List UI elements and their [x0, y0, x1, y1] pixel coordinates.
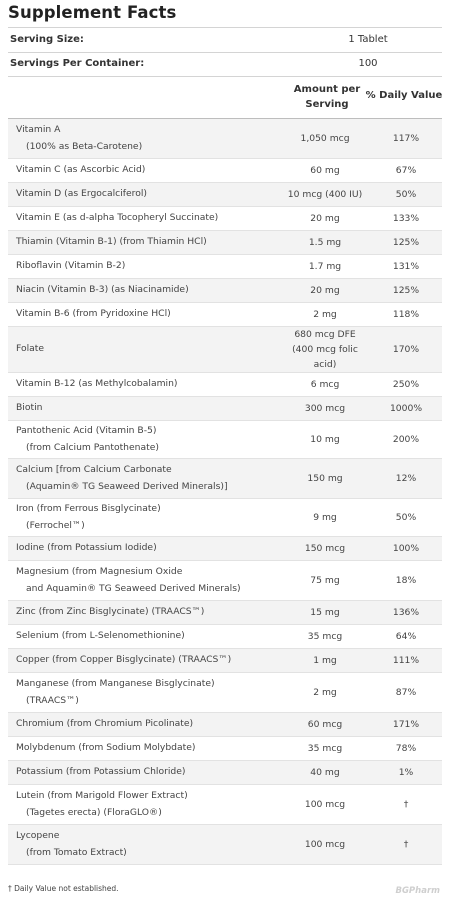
nutrient-name-line1: Vitamin B-6 (from Pyridoxine HCl)	[16, 308, 171, 320]
nutrient-name	[16, 186, 278, 203]
amount-header-line2: Serving	[305, 99, 349, 110]
daily-value: 1%	[398, 767, 414, 778]
amount-per-serving	[278, 471, 372, 486]
nutrient-name	[16, 258, 278, 275]
amount-line: 100 mcg	[304, 839, 346, 850]
daily-value: 1000%	[389, 403, 423, 414]
daily-value: 64%	[395, 631, 417, 642]
serving-size-label: Serving Size:	[10, 34, 84, 45]
daily-value: 87%	[395, 687, 417, 698]
nutrient-name-line2: and Aquamin® TG Seaweed Derived Minerals)	[26, 582, 241, 594]
amount-per-serving	[278, 283, 372, 298]
table-row	[8, 303, 442, 327]
nutrient-name-line2: (from Calcium Pantothenate)	[26, 441, 159, 453]
nutrient-name-line2: (from Tomato Extract)	[26, 846, 127, 858]
table-row	[8, 183, 442, 207]
nutrient-name	[16, 676, 278, 709]
daily-value: 78%	[395, 743, 417, 754]
amount-line: 9 mg	[313, 512, 337, 523]
table-row	[8, 397, 442, 421]
amount-per-serving	[278, 327, 372, 372]
title-divider	[8, 27, 442, 28]
nutrient-name-line2: (100% as Beta-Carotene)	[26, 140, 143, 152]
daily-value: 131%	[392, 261, 420, 272]
daily-value: 133%	[392, 213, 420, 224]
amount-per-serving	[278, 259, 372, 274]
nutrient-name-line1: Vitamin C (as Ascorbic Acid)	[16, 164, 146, 176]
table-row	[8, 159, 442, 183]
amount-column-header	[278, 82, 376, 112]
servings-value: 100	[358, 58, 378, 69]
amount-per-serving	[278, 401, 372, 416]
nutrient-name-line1: Vitamin E (as d-alpha Tocopheryl Succinate)	[16, 212, 219, 224]
amount-line: 60 mcg	[307, 719, 343, 730]
amount-line: 100 mcg	[304, 799, 346, 810]
amount-per-serving	[278, 307, 372, 322]
table-row	[8, 207, 442, 231]
amount-line: 150 mg	[307, 473, 343, 484]
nutrient-name-line1: Selenium (from L-Selenomethionine)	[16, 630, 185, 642]
amount-per-serving	[278, 163, 372, 178]
daily-value: 171%	[392, 719, 420, 730]
table-row	[8, 373, 442, 397]
nutrient-name-line2: (TRAACS™)	[26, 694, 79, 706]
table-row	[8, 601, 442, 625]
daily-value: 136%	[392, 607, 420, 618]
nutrient-name-line1: Potassium (from Potassium Chloride)	[16, 766, 186, 778]
servings-row	[8, 53, 442, 75]
daily-value: 50%	[395, 512, 417, 523]
nutrient-name-line1: Magnesium (from Magnesium Oxide	[16, 566, 183, 577]
nutrient-name-line1: Manganese (from Manganese Bisglycinate)	[16, 678, 215, 689]
daily-value: †	[403, 839, 409, 850]
amount-line: 1.7 mg	[308, 261, 342, 272]
table-row	[8, 537, 442, 561]
daily-value: 18%	[395, 575, 417, 586]
amount-per-serving	[278, 605, 372, 620]
amount-line: 1 mg	[313, 655, 337, 666]
daily-value: 250%	[392, 379, 420, 390]
amount-per-serving	[278, 629, 372, 644]
amount-per-serving	[278, 741, 372, 756]
daily-value: 111%	[392, 655, 420, 666]
serving-size-value: 1 Tablet	[348, 34, 388, 45]
table-row	[8, 825, 442, 865]
daily-value: 67%	[395, 165, 417, 176]
amount-header-line1: Amount per	[293, 84, 361, 95]
amount-line: 15 mg	[310, 607, 340, 618]
daily-value: 117%	[392, 133, 420, 144]
nutrient-name	[16, 652, 278, 669]
panel-title: Supplement Facts	[8, 3, 177, 22]
table-row	[8, 673, 442, 713]
amount-line: 10 mcg (400 IU)	[287, 189, 363, 200]
nutrient-name	[16, 423, 278, 456]
amount-per-serving	[278, 541, 372, 556]
amount-line: 6 mcg	[310, 379, 340, 390]
daily-value: †	[403, 799, 409, 810]
daily-value: 12%	[395, 473, 417, 484]
amount-per-serving	[278, 432, 372, 447]
amount-per-serving	[278, 797, 372, 812]
amount-line: 10 mg	[310, 434, 340, 445]
table-row	[8, 459, 442, 499]
nutrient-name	[16, 564, 278, 597]
nutrient-name	[16, 122, 278, 155]
nutrient-name-line1: Molybdenum (from Sodium Molybdate)	[16, 742, 196, 754]
amount-per-serving	[278, 187, 372, 202]
nutrient-name	[16, 462, 278, 495]
amount-line: 1.5 mg	[308, 237, 342, 248]
footnote: † Daily Value not established.	[8, 884, 119, 893]
daily-value: 118%	[392, 309, 420, 320]
nutrient-name-line1: Lutein (from Marigold Flower Extract)	[16, 790, 188, 801]
nutrient-name-line1: Folate	[16, 343, 45, 355]
nutrient-name-line1: Calcium [from Calcium Carbonate	[16, 464, 172, 475]
nutrient-name	[16, 282, 278, 299]
nutrient-name-line2: (Aquamin® TG Seaweed Derived Minerals)]	[26, 480, 228, 492]
nutrient-name-line1: Pantothenic Acid (Vitamin B-5)	[16, 425, 157, 436]
amount-line: 20 mg	[310, 213, 340, 224]
nutrient-name-line2: (Tagetes erecta) (FloraGLO®)	[26, 806, 162, 818]
nutrient-name-line1: Zinc (from Zinc Bisglycinate) (TRAACS™)	[16, 606, 205, 618]
servings-label: Servings Per Container:	[10, 58, 145, 69]
amount-per-serving	[278, 211, 372, 226]
table-row	[8, 561, 442, 601]
table-row	[8, 737, 442, 761]
table-row	[8, 625, 442, 649]
nutrient-name	[16, 501, 278, 534]
watermark: BGPharm	[395, 886, 440, 896]
nutrient-name	[16, 716, 278, 733]
table-row	[8, 785, 442, 825]
table-row	[8, 421, 442, 459]
nutrient-name-line1: Lycopene	[16, 830, 60, 841]
amount-line: 1,050 mcg	[300, 133, 350, 144]
amount-line: 75 mg	[310, 575, 340, 586]
nutrient-name-line1: Chromium (from Chromium Picolinate)	[16, 718, 194, 730]
amount-per-serving	[278, 765, 372, 780]
nutrient-name	[16, 540, 278, 557]
table-row	[8, 713, 442, 737]
dv-column-header: % Daily Value	[365, 90, 443, 101]
nutrient-name	[16, 210, 278, 227]
daily-value: 125%	[392, 237, 420, 248]
amount-per-serving	[278, 235, 372, 250]
amount-line: (400 mcg folic	[292, 344, 358, 355]
amount-line: 680 mcg DFE	[294, 329, 356, 340]
nutrient-table	[8, 119, 442, 865]
amount-line: 20 mg	[310, 285, 340, 296]
amount-line: 40 mg	[310, 767, 340, 778]
nutrient-name	[16, 400, 278, 417]
nutrient-name	[16, 376, 278, 393]
table-row	[8, 279, 442, 303]
daily-value: 50%	[395, 189, 417, 200]
nutrient-name	[16, 162, 278, 179]
amount-line: 150 mcg	[304, 543, 346, 554]
nutrient-name-line1: Vitamin D (as Ergocalciferol)	[16, 188, 147, 200]
nutrient-name-line1: Thiamin (Vitamin B-1) (from Thiamin HCl)	[16, 236, 207, 248]
nutrient-name-line1: Vitamin B-12 (as Methylcobalamin)	[16, 378, 178, 390]
nutrient-name	[16, 764, 278, 781]
nutrient-name	[16, 234, 278, 251]
amount-per-serving	[278, 685, 372, 700]
amount-per-serving	[278, 377, 372, 392]
table-row	[8, 649, 442, 673]
amount-line: 35 mcg	[307, 743, 343, 754]
amount-per-serving	[278, 131, 372, 146]
amount-line: 35 mcg	[307, 631, 343, 642]
amount-per-serving	[278, 717, 372, 732]
amount-per-serving	[278, 653, 372, 668]
table-row	[8, 761, 442, 785]
daily-value: 125%	[392, 285, 420, 296]
amount-per-serving	[278, 573, 372, 588]
table-row	[8, 231, 442, 255]
table-header	[8, 77, 442, 118]
nutrient-name-line1: Vitamin A	[16, 124, 61, 135]
nutrient-name	[16, 306, 278, 323]
nutrient-name-line1: Riboflavin (Vitamin B-2)	[16, 260, 126, 272]
table-row	[8, 327, 442, 373]
nutrient-name-line1: Biotin	[16, 402, 43, 414]
nutrient-name	[16, 828, 278, 861]
nutrient-name-line2: (Ferrochel™)	[26, 519, 85, 531]
nutrient-name-line1: Niacin (Vitamin B-3) (as Niacinamide)	[16, 284, 189, 296]
nutrient-name	[16, 341, 278, 358]
amount-line: 60 mg	[310, 165, 340, 176]
amount-per-serving	[278, 510, 372, 525]
serving-size-row	[8, 29, 442, 51]
nutrient-name	[16, 628, 278, 645]
nutrient-name	[16, 740, 278, 757]
table-row	[8, 119, 442, 159]
nutrient-name	[16, 604, 278, 621]
nutrient-name-line1: Iodine (from Potassium Iodide)	[16, 542, 157, 554]
daily-value: 200%	[392, 434, 420, 445]
amount-per-serving	[278, 837, 372, 852]
table-row	[8, 499, 442, 537]
amount-line: 2 mg	[313, 309, 337, 320]
nutrient-name-line1: Iron (from Ferrous Bisglycinate)	[16, 503, 161, 514]
amount-line: 2 mg	[313, 687, 337, 698]
nutrient-name	[16, 788, 278, 821]
table-row	[8, 255, 442, 279]
nutrient-name-line1: Copper (from Copper Bisglycinate) (TRAACS™)	[16, 654, 232, 666]
amount-line: 300 mcg	[304, 403, 346, 414]
daily-value: 100%	[392, 543, 420, 554]
daily-value: 170%	[392, 344, 420, 355]
amount-line: acid)	[313, 359, 337, 370]
